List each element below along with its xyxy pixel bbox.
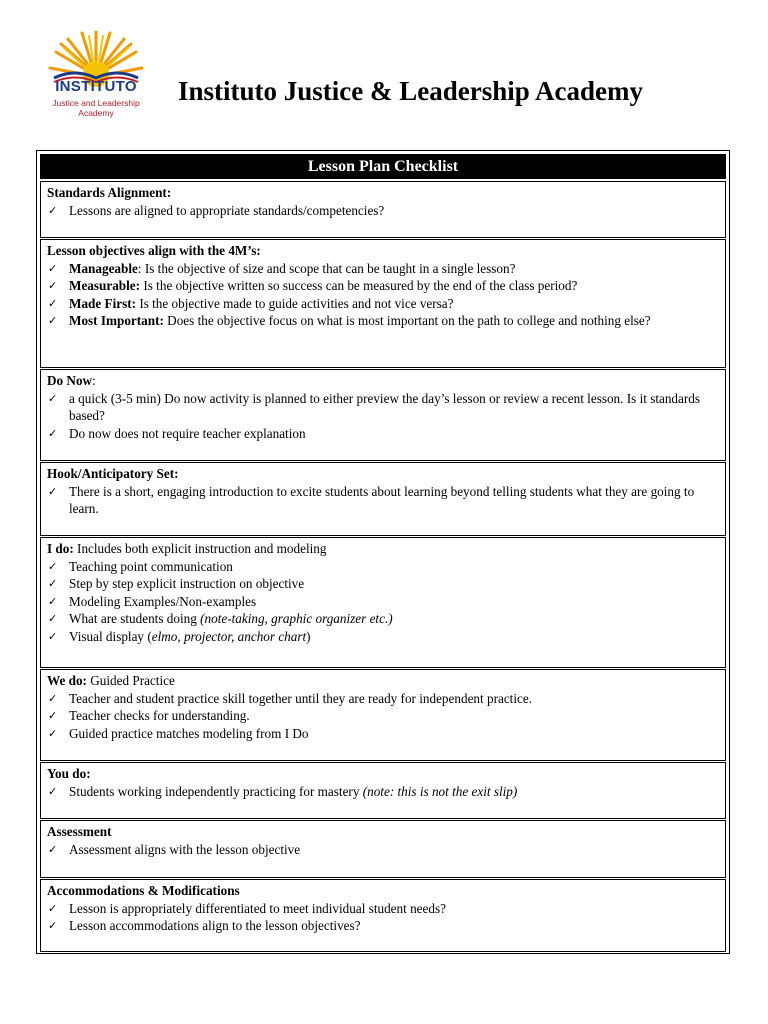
section-heading-label: Lesson objectives align with the 4M’s: [47,243,261,258]
item-text: Assessment aligns with the lesson objective [69,841,301,857]
checklist-items [47,783,719,801]
section-heading [47,765,719,783]
checklist-items [47,900,719,935]
checkmark-icon: ✓ [48,726,58,740]
section-accommodations [40,879,726,952]
checklist-item [47,558,719,576]
section-heading-note: Guided Practice [86,673,175,688]
item-italic-note: (note: this is not the exit slip) [362,783,518,799]
item-text: Is the objective written so success can be measured by the end of the class period? [140,278,578,293]
checklist-item [47,202,719,220]
item-text: Lesson is appropriately differentiated to meet individual student needs? [69,900,446,916]
item-tail: ) [306,628,311,644]
item-italic-note: (note-taking, graphic organizer etc.) [200,611,393,626]
logo-subtitle [40,98,152,118]
section-do-now [40,369,726,461]
checklist-items [47,558,719,646]
checklist-title: Lesson Plan Checklist [40,154,726,179]
checklist-item [47,277,719,295]
academy-logo [40,28,152,123]
item-text: What are students doing [69,611,201,626]
checklist-item [47,707,719,725]
item-text: Does the objective focus on what is most important on the path to college and nothing else? [163,313,651,328]
section-heading [47,184,719,202]
checklist-items [47,841,719,859]
section-you-do [40,762,726,819]
item-text: Teaching point communication [69,558,233,574]
checklist-item [47,295,719,313]
section-heading [47,672,719,690]
section-lesson-objectives [40,239,726,368]
checklist-item [47,483,719,518]
checklist-item [47,390,719,425]
section-assessment [40,820,726,878]
section-hook [40,462,726,536]
section-heading-label: Hook/Anticipatory Set: [47,466,179,481]
item-lead: Made First: [69,295,137,311]
checklist-item [47,575,719,593]
section-heading-note: Includes both explicit instruction and modeling [73,541,327,556]
item-text: Students working independently practicing for mastery [69,783,363,799]
checkmark-icon: ✓ [48,629,58,643]
section-heading-label: You do: [47,766,91,781]
section-heading-label: Accommodations & Modifications [47,883,240,898]
checklist-item [47,312,719,330]
item-lead: Most Important: [69,313,164,328]
checklist-item [47,425,719,443]
item-text: Modeling Examples/Non-examples [69,593,257,609]
checklist-items [47,483,719,518]
logo-subtitle-line-1: Justice and Leadership [52,98,140,108]
section-heading [47,882,719,900]
section-we-do [40,669,726,761]
section-heading-label: Do Now [47,373,93,388]
section-heading-label: Assessment [47,824,112,839]
section-heading-label: Standards Alignment: [47,185,172,200]
checklist-table [36,150,730,954]
section-heading [47,372,719,390]
item-lead: Measurable: [69,278,141,293]
checkmark-icon: ✓ [48,594,58,608]
checklist-item [47,725,719,743]
item-text: a quick (3-5 min) Do now activity is planned to either preview the day’s lesson or review a recent lesson. Is it standards based? [69,390,700,423]
checkmark-icon: ✓ [48,279,58,292]
item-text: Do now does not require teacher explanation [69,425,306,441]
item-text: There is a short, engaging introduction to excite students about learning beyond telling students what they are going to learn. [69,483,695,516]
logo-wordmark: INSTITUTO [55,78,137,95]
item-italic-note: elmo, projector, anchor chart [151,628,307,644]
checkmark-icon: ✓ [48,203,58,217]
checkmark-icon: ✓ [48,261,58,275]
item-text: Teacher and student practice skill together until they are ready for independent practice. [69,690,532,706]
checklist-item [47,690,719,708]
checklist-items [47,390,719,443]
checklist-item [47,900,719,918]
checkmark-icon: ✓ [48,296,58,310]
checkmark-icon: ✓ [48,691,58,705]
section-heading [47,540,719,558]
section-heading [47,242,719,260]
checklist-items [47,690,719,743]
checkmark-icon: ✓ [48,784,58,798]
checklist-items [47,202,719,220]
checkmark-icon: ✓ [48,612,58,625]
checkmark-icon: ✓ [48,426,58,440]
checklist-item [47,628,719,646]
section-i-do [40,537,726,668]
section-heading-label: We do: [47,673,87,688]
checkmark-icon: ✓ [48,901,58,915]
section-standards-alignment [40,181,726,238]
item-lead: Manageable [69,260,138,276]
section-heading-note: : [92,373,96,388]
checkmark-icon: ✓ [48,842,58,856]
checklist-item [47,841,719,859]
checkmark-icon: ✓ [48,577,58,590]
page-title: Instituto Justice & Leadership Academy [178,76,643,106]
item-text: Lesson accommodations align to the lesson objectives? [69,918,361,933]
logo-subtitle-line-2: Academy [78,108,114,118]
item-text: Is the objective made to guide activities and not vice versa? [136,295,454,311]
page-header [0,0,768,140]
section-heading [47,823,719,841]
checklist-item [47,610,719,628]
item-text: Guided practice matches modeling from I Do [69,725,309,741]
checkmark-icon: ✓ [48,559,58,573]
checklist-item [47,783,719,801]
checkmark-icon: ✓ [48,919,58,932]
checklist-item [47,260,719,278]
checkmark-icon: ✓ [48,709,58,722]
checklist-item [47,593,719,611]
checklist-items [47,260,719,330]
section-heading [47,465,719,483]
item-text: Lessons are aligned to appropriate standards/competencies? [69,202,385,218]
item-text: : Is the objective of size and scope that can be taught in a single lesson? [137,260,516,276]
item-text: Teacher checks for understanding. [69,708,250,723]
item-text: Visual display ( [69,628,152,644]
checkmark-icon: ✓ [48,484,58,498]
checklist-item [47,917,719,935]
checkmark-icon: ✓ [48,391,58,405]
section-heading-label: I do: [47,541,74,556]
checkmark-icon: ✓ [48,314,58,327]
item-text: Step by step explicit instruction on objective [69,576,305,591]
